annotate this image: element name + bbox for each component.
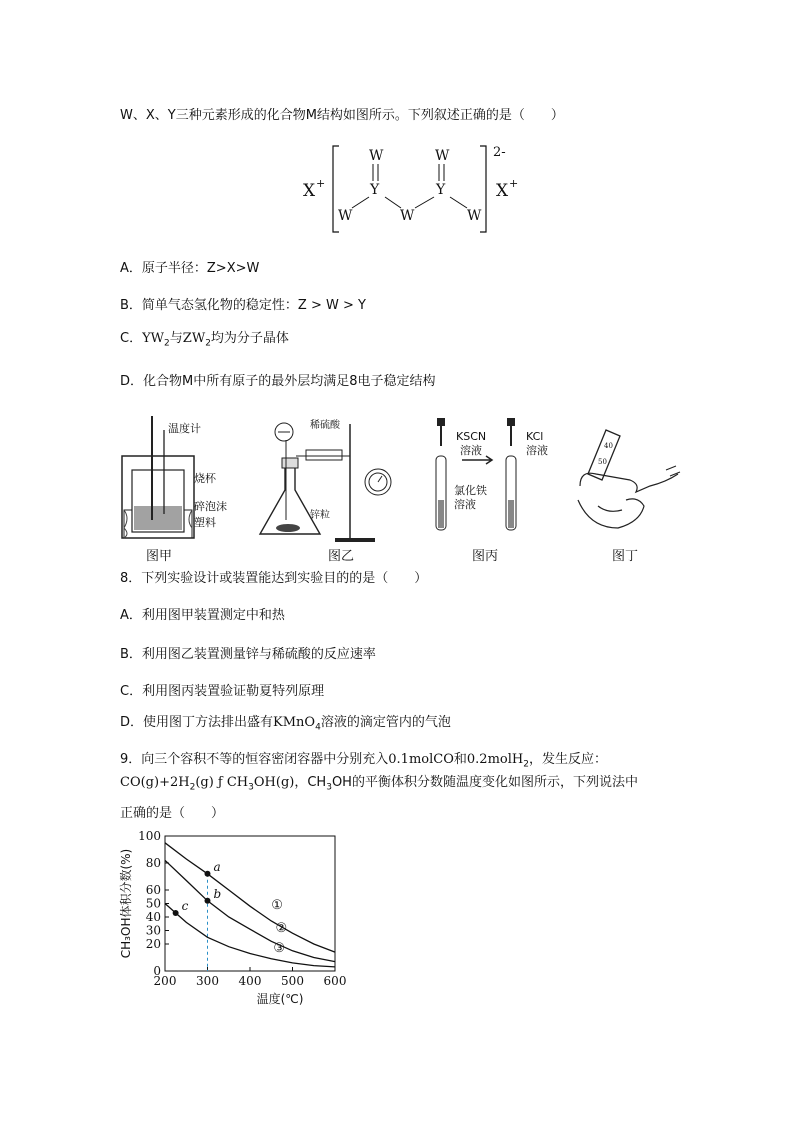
y-tick-label: 30 xyxy=(145,923,161,938)
label-acid: 稀硫酸 xyxy=(310,420,340,431)
series-line-1 xyxy=(165,843,335,952)
label-thermometer: 温度计 xyxy=(168,422,201,435)
atom-w-top-right: W xyxy=(435,148,450,164)
q7-option-a: A．原子半径：Z>X>W xyxy=(120,261,260,276)
point-label-b: b xyxy=(213,886,222,901)
q9-line-2: $CO(g)+2H_2(g)$ ƒ $CH_3OH(g)$，$CH_3OH$的平衡体积分数随温度变化如图所示，下列说法中 xyxy=(120,775,638,793)
q9-line-3: 正确的是（ ） xyxy=(120,806,225,821)
figure-yi xyxy=(260,418,391,564)
point-c xyxy=(173,910,179,916)
y-tick-label: 80 xyxy=(145,856,161,870)
point-a xyxy=(205,871,211,877)
y-tick-label: 60 xyxy=(145,883,161,897)
cation-left-charge: + xyxy=(316,177,326,190)
label-foam-2: 塑料 xyxy=(194,516,216,529)
q8-option-a: A．利用图甲装置测定中和热 xyxy=(120,608,285,623)
label-kcl: KCl xyxy=(526,430,544,443)
x-tick-label: 200 xyxy=(153,974,177,988)
q7-stem: W、X、Y三种元素形成的化合物M结构如图所示。下列叙述正确的是（ ） xyxy=(120,108,564,123)
atom-w-bridge: W xyxy=(400,208,415,224)
y-tick-label: 50 xyxy=(145,896,161,911)
label-zinc: 锌粒 xyxy=(310,510,330,521)
x-tick-label: 400 xyxy=(238,974,262,988)
series-label-3: ③ xyxy=(273,941,286,957)
x-tick-label: 500 xyxy=(281,974,304,988)
atom-w-top-left: W xyxy=(369,148,384,164)
atom-y-right: Y xyxy=(436,182,446,198)
methanol-fraction-chart xyxy=(110,828,350,1008)
bond-y-w-left xyxy=(352,197,369,208)
y-tick-label: 20 xyxy=(145,937,161,951)
atom-y-left: Y xyxy=(370,182,380,198)
compound-m-structure xyxy=(295,140,535,240)
caption-jia: 图甲 xyxy=(146,549,173,564)
figure-jia xyxy=(122,416,227,564)
label-kscn-solution: 溶液 xyxy=(460,444,482,457)
q7-option-b: B．简单气态氢化物的稳定性：Z > W > Y xyxy=(120,298,366,313)
label-beaker: 烧杯 xyxy=(194,472,216,485)
q9-line-1: 9．向三个容积不等的恒容密闭容器中分别充入0.1molCO和0.2molH$_2$，发生反应： xyxy=(120,752,607,770)
q7-option-c: C．$YW_2$与$ZW_2$均为分子晶体 xyxy=(120,331,289,349)
y-tick-label: 0 xyxy=(153,964,161,978)
label-fecl3-solution: 溶液 xyxy=(454,498,476,511)
series-label-1: ① xyxy=(271,897,283,913)
label-kcl-solution: 溶液 xyxy=(526,444,548,457)
q8-option-d: D．使用图丁方法排出盛有KMnO$_4$溶液的滴定管内的气泡 xyxy=(120,715,451,733)
atom-w-bottom-left: W xyxy=(338,208,353,224)
series-label-2: ② xyxy=(275,920,288,936)
point-label-a: a xyxy=(213,859,221,874)
burette-mark-40: 40 xyxy=(604,442,613,450)
x-tick-label: 600 xyxy=(323,974,347,988)
anion-charge: 2- xyxy=(493,145,506,160)
q8-option-c: C．利用图丙装置验证勒夏特列原理 xyxy=(120,684,325,699)
caption-ding: 图丁 xyxy=(612,549,639,564)
y-tick-label: 100 xyxy=(138,829,161,843)
point-b xyxy=(205,898,211,904)
plot-frame xyxy=(165,836,335,971)
figure-ding xyxy=(578,430,680,564)
q8-option-b: B．利用图乙装置测量锌与稀硫酸的反应速率 xyxy=(120,647,376,662)
figure-bing xyxy=(436,418,548,564)
cation-right-charge: + xyxy=(509,177,519,190)
point-label-c: c xyxy=(181,898,189,913)
series-line-3 xyxy=(165,904,335,967)
caption-yi: 图乙 xyxy=(328,549,355,564)
x-axis-label: 温度(℃) xyxy=(256,992,304,1006)
q8-stem: 8．下列实验设计或装置能达到实验目的的是（ ） xyxy=(120,571,428,586)
y-tick-label: 40 xyxy=(145,910,161,924)
cation-left: X xyxy=(303,181,316,201)
bond-y-w-right xyxy=(450,197,467,208)
label-fecl3: 氯化铁 xyxy=(454,484,487,497)
atom-w-bottom-right: W xyxy=(467,208,482,224)
x-tick-label: 300 xyxy=(196,974,219,988)
bond-y-w-bridge-left xyxy=(385,197,401,208)
q7-option-d: D．化合物M中所有原子的最外层均满足8电子稳定结构 xyxy=(120,374,436,389)
series-line-2 xyxy=(165,860,335,961)
apparatus-figures xyxy=(110,410,710,570)
label-kscn: KSCN xyxy=(456,430,487,443)
y-axis-label: CH₃OH体积分数(%) xyxy=(119,848,133,959)
caption-bing: 图丙 xyxy=(472,549,499,564)
burette-mark-50: 50 xyxy=(598,458,607,466)
bond-w-bridge-y xyxy=(415,197,434,208)
cation-right: X xyxy=(496,181,509,201)
label-foam-1: 碎泡沫 xyxy=(194,500,227,513)
